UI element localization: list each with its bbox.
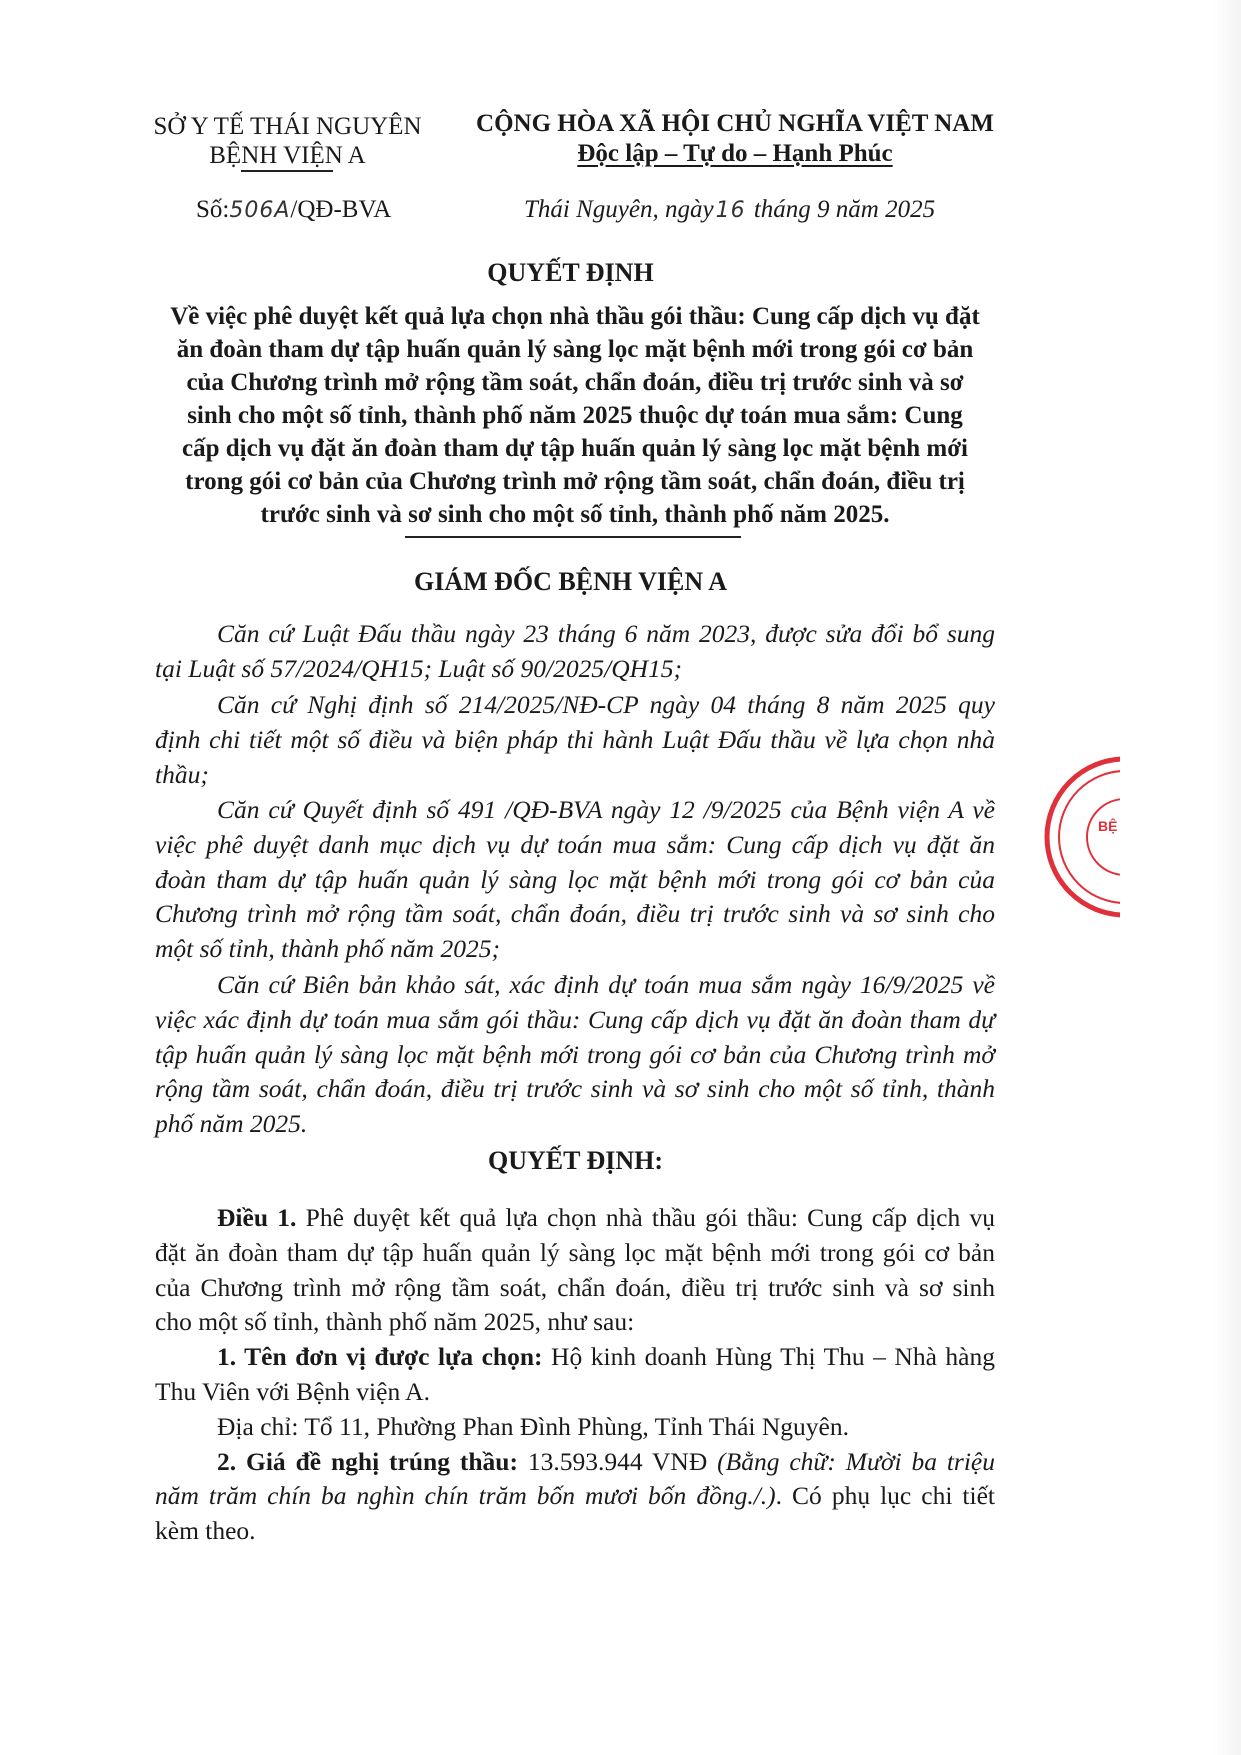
article-1: [155, 1201, 995, 1549]
handwritten-number: 506A: [229, 198, 291, 223]
item-1-label: 1. Tên đơn vị được lựa chọn:: [217, 1342, 543, 1372]
issuing-authority: GIÁM ĐỐC BỆNH VIỆN A: [413, 567, 727, 596]
paragraph-line: Căn cứ Biên bản khảo sát, xác định dự toán mua sắm ngày 16/9/2025 về: [217, 970, 995, 999]
article-line: cho một số tỉnh, thành phố năm 2025, như sau:: [155, 1307, 635, 1337]
legal-basis-1: [155, 617, 995, 687]
article-line: [155, 1201, 995, 1236]
item-2-label: 2. Giá đề nghị trúng thầu:: [217, 1446, 518, 1476]
subject-line: sinh cho một số tỉnh, thành phố năm 2025 thuộc dự toán mua sắm: Cung: [187, 402, 963, 429]
stamp-outer-ring: [1047, 759, 1120, 915]
handwritten-day: 16: [715, 198, 746, 223]
appendix-note: . Có phụ lục chi tiết: [775, 1481, 995, 1511]
subject-line: trước sinh và sơ sinh cho một số tỉnh, thành phố năm 2025.: [260, 501, 890, 528]
number-prefix: Số:: [196, 196, 230, 223]
article-text: Phê duyệt kết quả lựa chọn nhà thầu gói thầu: Cung cấp dịch vụ: [296, 1203, 995, 1232]
red-seal-stamp: [1040, 755, 1120, 925]
paragraph-line: Căn cứ Quyết định số 491 /QĐ-BVA ngày 12 /9/2025 của Bệnh viện A về: [217, 795, 995, 824]
document-type: QUYẾT ĐỊNH: [487, 258, 654, 287]
price-value: 13.593.944 VNĐ: [517, 1446, 718, 1476]
legal-basis-4: [155, 968, 995, 1142]
article-line: của Chương trình mở rộng tầm soát, chẩn đoán, điều trị trước sinh và sơ sinh: [155, 1272, 995, 1302]
paragraph-line: việc phê duyệt danh mục dịch vụ dự toán mua sắm: Cung cấp dịch vụ đặt ăn: [155, 829, 995, 859]
document-number: [196, 196, 391, 224]
document-subject: [145, 300, 1005, 531]
item-2-line: [155, 1479, 995, 1514]
article-line: đặt ăn đoàn tham dự tập huấn quản lý sàng lọc mặt bệnh mới trong gói cơ bản: [155, 1237, 995, 1267]
agency-name: BỆNH VIỆN A: [209, 142, 366, 169]
item-2-line: [155, 1445, 995, 1480]
paragraph-line: việc xác định dự toán mua sắm gói thầu: Cung cấp dịch vụ đặt ăn đoàn tham dự: [155, 1004, 995, 1034]
paragraph-line: tại Luật số 57/2024/QH15; Luật số 90/2025/QH15;: [155, 653, 683, 683]
paragraph-line: Căn cứ Luật Đấu thầu ngày 23 tháng 6 năm 2023, được sửa đổi bổ sung: [217, 619, 995, 648]
paragraph-line: rộng tầm soát, chẩn đoán, điều trị trước sinh và sơ sinh cho một số tỉnh, thành: [155, 1074, 995, 1104]
place-date-prefix: Thái Nguyên, ngày: [524, 196, 714, 223]
place-date: [524, 196, 935, 224]
stamp-text: BỆ: [1098, 818, 1118, 834]
place-date-suffix: tháng 9 năm 2025: [747, 196, 936, 223]
legal-basis-3: [155, 793, 995, 967]
number-suffix: /QĐ-BVA: [290, 196, 392, 223]
item-1-line: Thu Viên với Bệnh viện A.: [155, 1376, 430, 1406]
subject-line: cấp dịch vụ đặt ăn đoàn tham dự tập huấn quản lý sàng lọc mặt bệnh mới: [182, 435, 968, 462]
motto: [470, 140, 1000, 168]
paragraph-line: định chi tiết một số điều và biện pháp thi hành Luật Đấu thầu về lựa chọn nhà: [155, 724, 995, 754]
paragraph-line: thầu;: [155, 759, 209, 789]
subject-line: ăn đoàn tham dự tập huấn quản lý sàng lọc mặt bệnh mới trong gói cơ bản: [176, 336, 974, 363]
decision-heading: QUYẾT ĐỊNH:: [487, 1146, 664, 1175]
subject-line: trong gói cơ bản của Chương trình mở rộng tầm soát, chẩn đoán, điều trị: [185, 468, 965, 495]
paragraph-line: một số tỉnh, thành phố năm 2025;: [155, 934, 500, 964]
legal-basis-2: [155, 688, 995, 792]
subject-line: của Chương trình mở rộng tầm soát, chẩn đoán, điều trị trước sinh và sơ: [186, 369, 964, 396]
paragraph-line: Chương trình mở rộng tầm soát, chẩn đoán, điều trị trước sinh và sơ sinh cho: [155, 899, 995, 929]
subject-underline: [405, 536, 741, 538]
article-label: Điều 1.: [217, 1203, 297, 1232]
paragraph-line: tập huấn quản lý sàng lọc mặt bệnh mới trong gói cơ bản của Chương trình mở: [155, 1039, 995, 1069]
agency-parent: SỞ Y TẾ THÁI NGUYÊN: [153, 113, 422, 140]
paragraph-line: đoàn tham dự tập huấn quản lý sàng lọc mặt bệnh mới trong gói cơ bản của: [155, 864, 995, 894]
motto-text: Độc lập – Tự do – Hạnh Phúc: [577, 140, 893, 167]
item-1-line: [155, 1340, 995, 1375]
address-line: Địa chỉ: Tổ 11, Phường Phan Đình Phùng, Tỉnh Thái Nguyên.: [217, 1411, 849, 1441]
stamp-inner-ring: [1059, 771, 1120, 903]
price-in-words: (Bằng chữ: Mười ba triệu: [717, 1446, 995, 1476]
paragraph-line: phố năm 2025.: [155, 1109, 308, 1139]
nation-title: CỘNG HÒA XÃ HỘI CHỦ NGHĨA VIỆT NAM: [476, 110, 994, 137]
item-2-line: kèm theo.: [155, 1516, 256, 1546]
item-1-text: Hộ kinh doanh Hùng Thị Thu – Nhà hàng: [542, 1342, 995, 1372]
paragraph-line: Căn cứ Nghị định số 214/2025/NĐ-CP ngày 04 tháng 8 năm 2025 quy: [217, 690, 995, 719]
subject-line: Về việc phê duyệt kết quả lựa chọn nhà thầu gói thầu: Cung cấp dịch vụ đặt: [170, 303, 980, 330]
scan-edge-shadow: [1213, 0, 1241, 1755]
price-in-words: năm trăm chín ba nghìn chín trăm bốn mươi bốn đồng./.): [155, 1481, 776, 1511]
agency-underline: [241, 170, 333, 172]
stamp-center-ring: [1087, 799, 1120, 875]
